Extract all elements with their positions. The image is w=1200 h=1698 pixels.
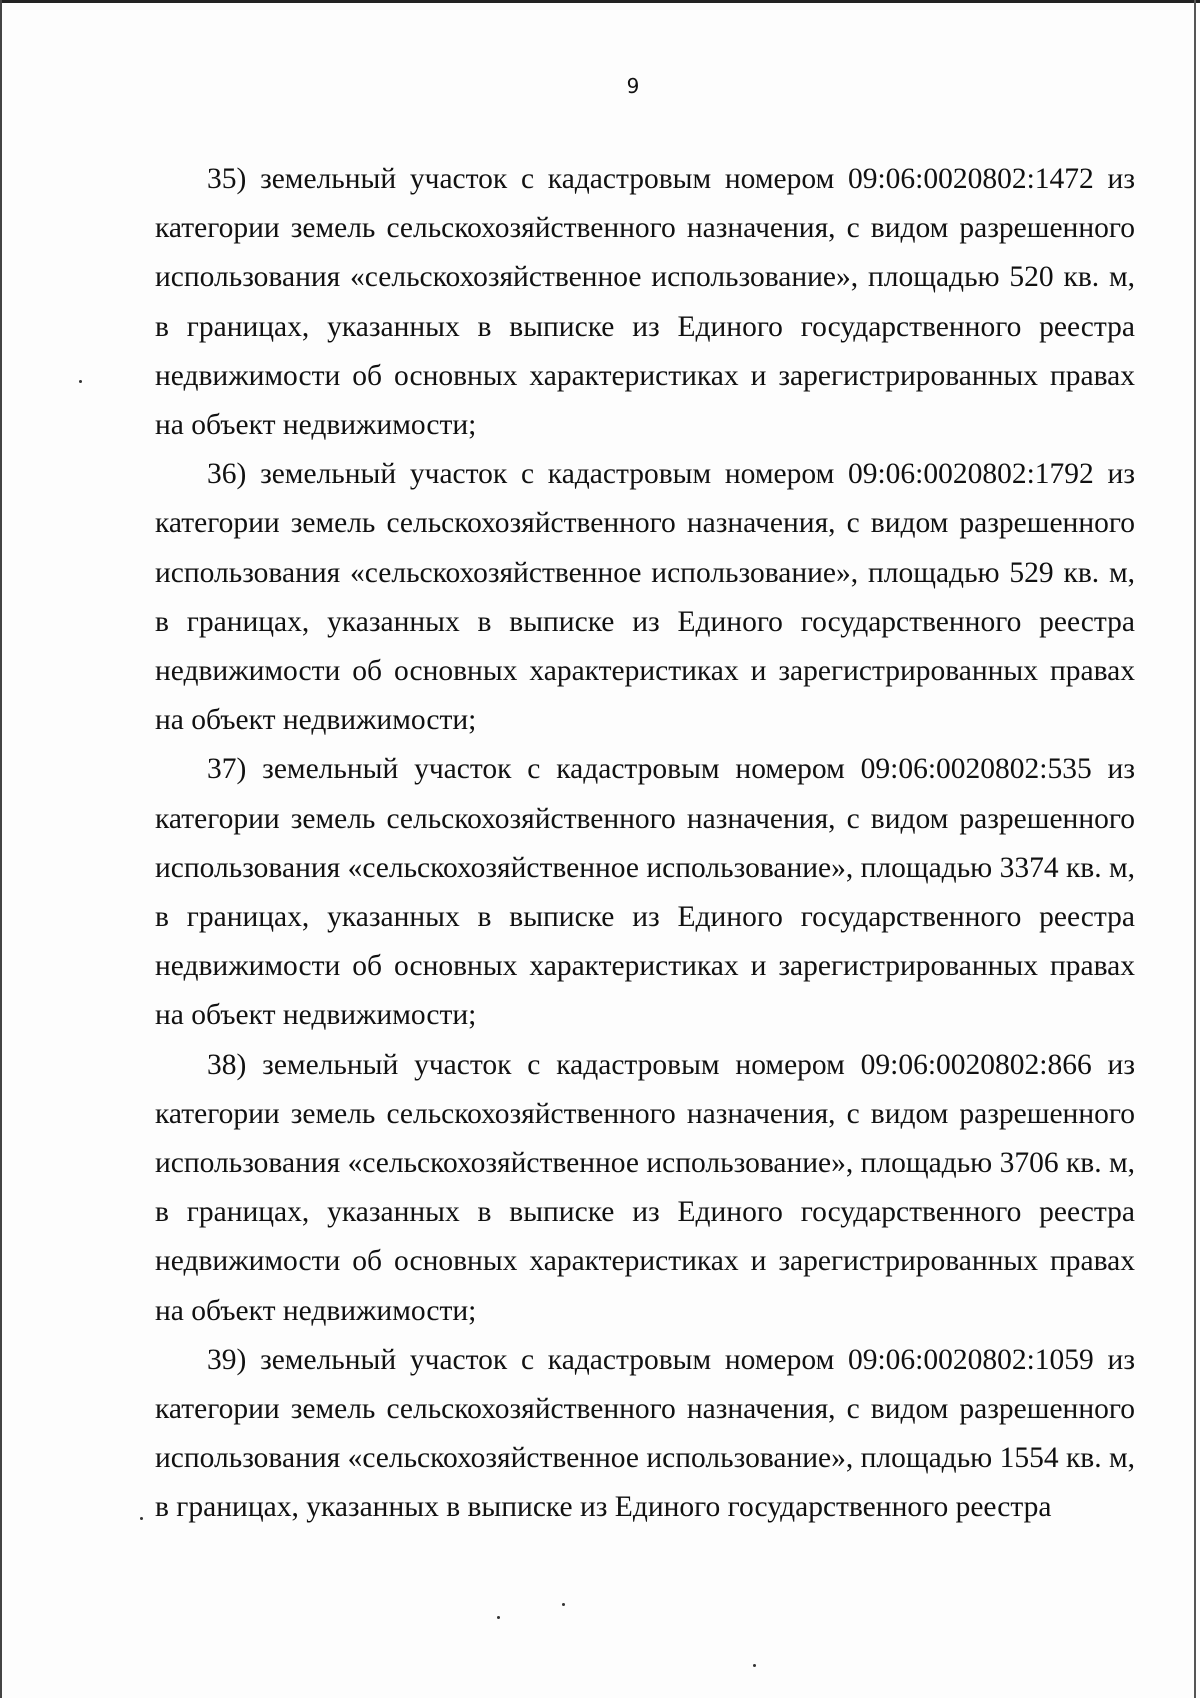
scan-border-top	[0, 0, 1200, 3]
scan-border-left	[0, 0, 2, 1698]
scan-speck	[562, 1603, 565, 1606]
scan-border-right	[1194, 0, 1196, 1698]
paragraph-item-37: 37) земельный участок с кадастровым номером 09:06:0020802:535 из категории земель сельскохозяйственного назначения, с видом разрешенного использования «сельскохозяйственное использование», площадью 3374 кв. м, в границах, указанных в выписке из Единого государственного реестра недвижимости об основных характеристиках и зарегистрированных правах на объект недвижимости;	[155, 753, 1135, 1032]
paragraph-item-35: 35) земельный участок с кадастровым номером 09:06:0020802:1472 из категории земель сельскохозяйственного назначения, с видом разрешенного использования «сельскохозяйственное использование», площадью 520 кв. м, в границах, указанных в выписке из Единого государственного реестра недвижимости об основных характеристиках и зарегистрированных правах на объект недвижимости;	[155, 163, 1135, 442]
scan-speck	[140, 1517, 143, 1520]
document-body	[155, 155, 1135, 1533]
scan-speck	[497, 1616, 500, 1619]
paragraph-item-39: 39) земельный участок с кадастровым номером 09:06:0020802:1059 из категории земель сельскохозяйственного назначения, с видом разрешенного использования «сельскохозяйственное использование», площадью 1554 кв. м, в границах, указанных в выписке из Единого государственного реестра	[155, 1343, 1135, 1524]
scan-speck	[79, 380, 82, 383]
scan-speck	[753, 1664, 756, 1667]
paragraph-item-38: 38) земельный участок с кадастровым номером 09:06:0020802:866 из категории земель сельскохозяйственного назначения, с видом разрешенного использования «сельскохозяйственное использование», площадью 3706 кв. м, в границах, указанных в выписке из Единого государственного реестра недвижимости об основных характеристиках и зарегистрированных правах на объект недвижимости;	[155, 1048, 1135, 1327]
page-number: 9	[626, 74, 640, 98]
paragraph-item-36: 36) земельный участок с кадастровым номером 09:06:0020802:1792 из категории земель сельскохозяйственного назначения, с видом разрешенного использования «сельскохозяйственное использование», площадью 529 кв. м, в границах, указанных в выписке из Единого государственного реестра недвижимости об основных характеристиках и зарегистрированных правах на объект недвижимости;	[155, 458, 1135, 737]
